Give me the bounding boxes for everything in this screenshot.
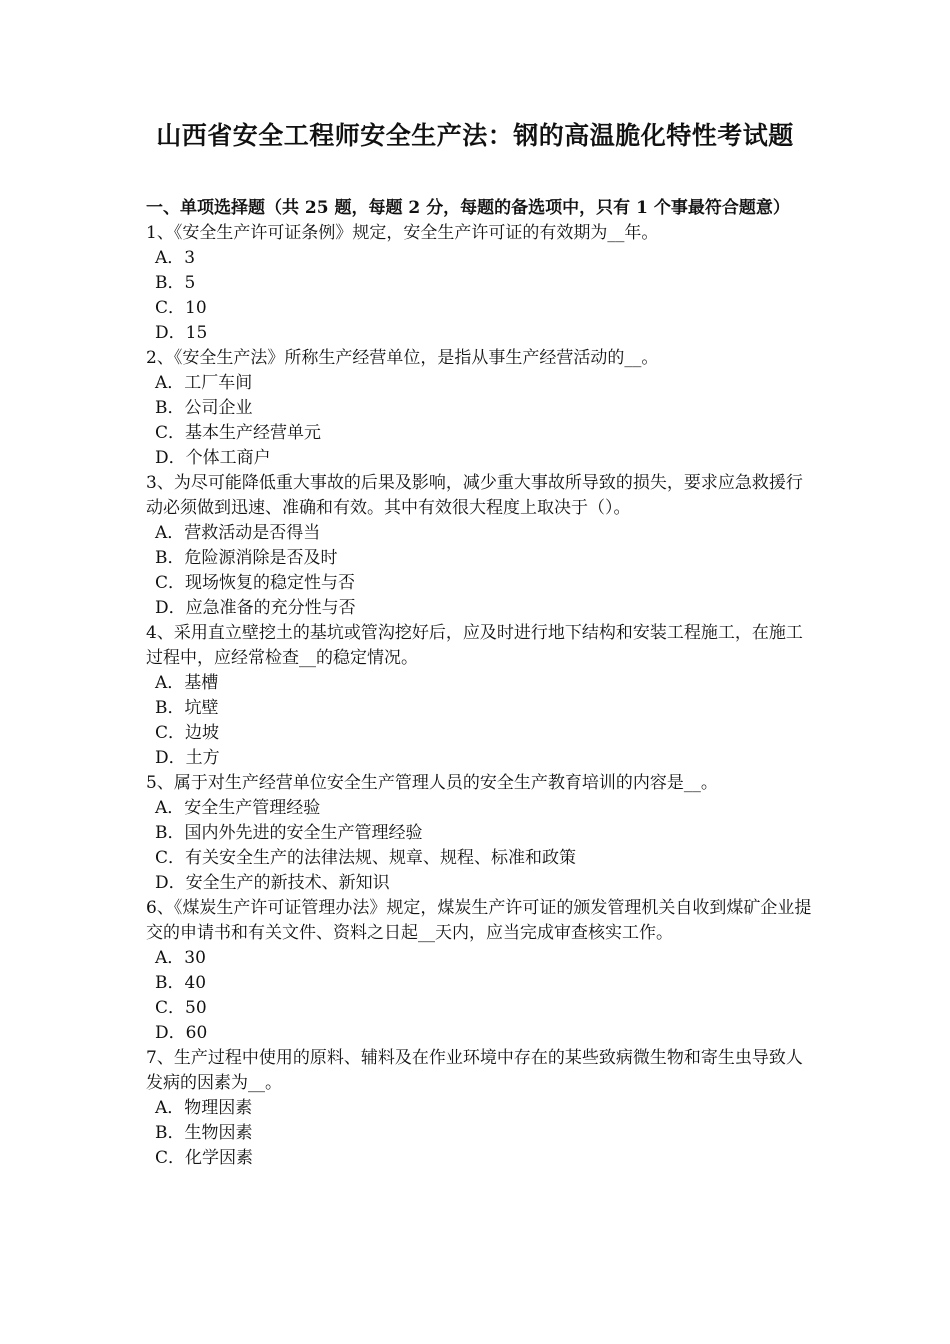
- option-a: A．营救活动是否得当: [155, 523, 321, 543]
- question-stem: 5、属于对生产经营单位安全生产管理人员的安全生产教育培训的内容是__。: [146, 773, 718, 793]
- question-stem: 1、《安全生产许可证条例》规定，安全生产许可证的有效期为__年。: [146, 223, 659, 243]
- question-5: [146, 771, 816, 896]
- question-6: [146, 896, 816, 1046]
- question-stem: 4、采用直立壁挖土的基坑或管沟挖好后，应及时进行地下结构和安装工程施工，在施工过程中，应经常检查__的稳定情况。: [146, 623, 803, 668]
- option-c: C．化学因素: [155, 1148, 254, 1168]
- page-title: 山西省安全工程师安全生产法：钢的高温脆化特性考试题: [156, 121, 794, 150]
- option-a: A．安全生产管理经验: [155, 798, 321, 818]
- question-stem: 3、为尽可能降低重大事故的后果及影响，减少重大事故所导致的损失，要求应急救援行动必须做到迅速、准确和有效。其中有效很大程度上取决于（）。: [146, 473, 803, 518]
- question-3: [146, 471, 816, 621]
- option-a: A．3: [155, 248, 196, 268]
- question-2: [146, 346, 816, 471]
- option-a: A．工厂车间: [155, 373, 253, 393]
- option-b: B．40: [155, 973, 207, 993]
- section-heading: 一、单项选择题（共 25 题，每题 2 分，每题的备选项中，只有 1 个事最符合题意）: [146, 198, 790, 218]
- option-b: B．国内外先进的安全生产管理经验: [155, 823, 423, 843]
- question-stem: 7、生产过程中使用的原料、辅料及在作业环境中存在的某些致病微生物和寄生虫导致人发病的因素为__。: [146, 1048, 803, 1093]
- question-stem: 6、《煤炭生产许可证管理办法》规定，煤炭生产许可证的颁发管理机关自收到煤矿企业提交的申请书和有关文件、资料之日起__天内，应当完成审查核实工作。: [146, 898, 812, 943]
- option-d: D．个体工商户: [155, 448, 271, 468]
- option-d: D．应急准备的充分性与否: [155, 598, 356, 618]
- document-body: [146, 196, 816, 1171]
- option-d: D．安全生产的新技术、新知识: [155, 873, 390, 893]
- option-d: D．15: [155, 323, 208, 343]
- option-b: B．公司企业: [155, 398, 253, 418]
- option-c: C．10: [155, 298, 207, 318]
- option-b: B．5: [155, 273, 196, 293]
- option-a: A．物理因素: [155, 1098, 253, 1118]
- option-c: C．50: [155, 998, 207, 1018]
- question-7: [146, 1046, 816, 1171]
- option-c: C．有关安全生产的法律法规、规章、规程、标准和政策: [155, 848, 577, 868]
- option-a: A．基槽: [155, 673, 219, 693]
- option-b: B．生物因素: [155, 1123, 253, 1143]
- question-4: [146, 621, 816, 771]
- option-d: D．土方: [155, 748, 220, 768]
- question-stem: 2、《安全生产法》所称生产经营单位，是指从事生产经营活动的__。: [146, 348, 659, 368]
- option-c: C．边坡: [155, 723, 220, 743]
- question-1: [146, 221, 816, 346]
- option-d: D．60: [155, 1023, 208, 1043]
- option-a: A．30: [155, 948, 206, 968]
- option-c: C．基本生产经营单元: [155, 423, 322, 443]
- option-b: B．坑壁: [155, 698, 219, 718]
- option-c: C．现场恢复的稳定性与否: [155, 573, 356, 593]
- option-b: B．危险源消除是否及时: [155, 548, 338, 568]
